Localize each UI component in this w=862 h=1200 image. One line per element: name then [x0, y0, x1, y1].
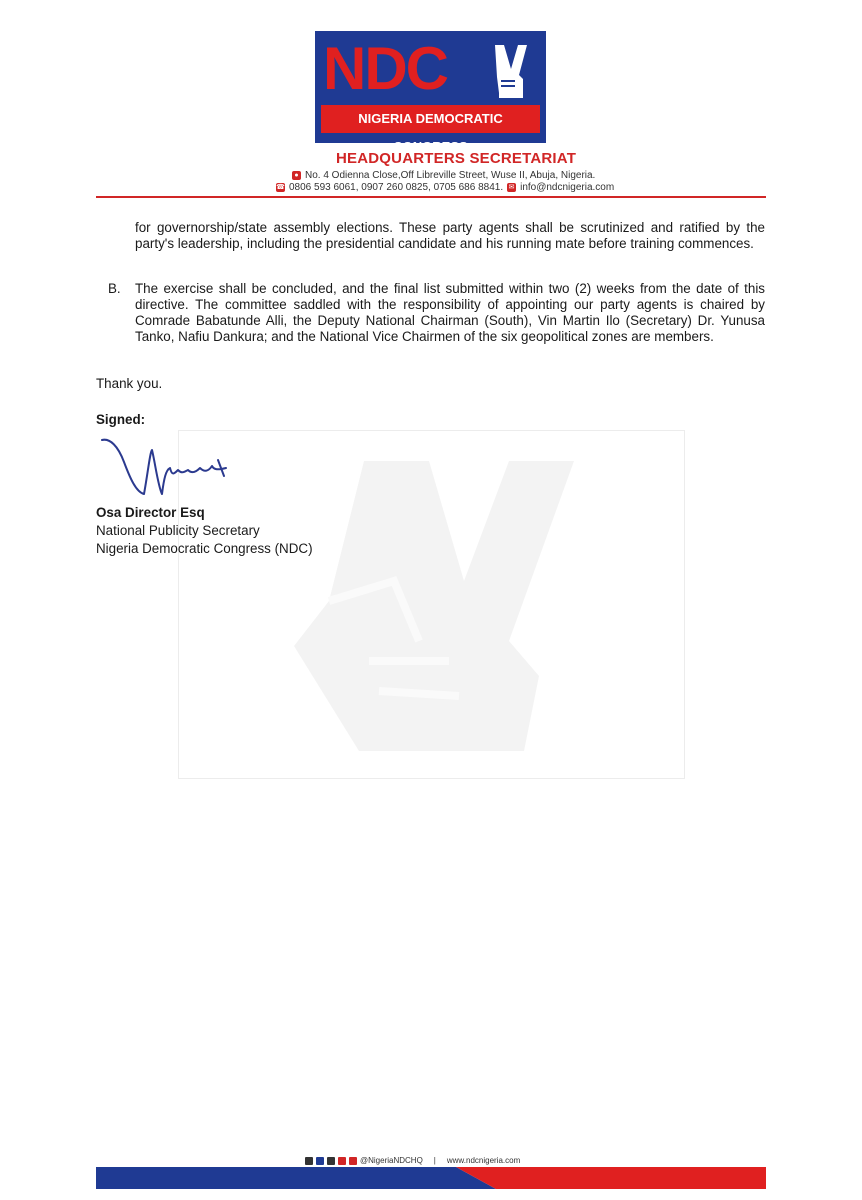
social-handle[interactable]: @NigeriaNDCHQ [360, 1156, 423, 1165]
logo-banner: NIGERIA DEMOCRATIC CONGRESS [321, 105, 540, 133]
phone-numbers: 0806 593 6061, 0907 260 0825, 0705 686 8841. [289, 182, 504, 193]
handwritten-signature [100, 432, 240, 502]
list-marker-b: B. [108, 281, 121, 296]
logo-wordmark: NDC [323, 35, 447, 102]
tiktok-icon [327, 1157, 335, 1165]
closing-text: Thank you. [96, 376, 163, 391]
address-text: No. 4 Odienna Close,Off Libreville Street, Wuse II, Abuja, Nigeria. [305, 170, 596, 181]
victory-hand-icon [485, 41, 537, 101]
email-icon: ✉ [508, 184, 515, 191]
signed-label: Signed: [96, 412, 146, 427]
footer-color-bar [96, 1167, 766, 1189]
signatory-org: Nigeria Democratic Congress (NDC) [96, 541, 313, 556]
phone-icon: ☎ [276, 184, 285, 191]
footer-social [305, 1156, 520, 1165]
email-text: info@ndcnigeria.com [520, 182, 615, 193]
header-divider [96, 196, 766, 198]
facebook-icon [316, 1157, 324, 1165]
hq-title: HEADQUARTERS SECRETARIAT [336, 150, 577, 167]
contact-line [276, 182, 614, 193]
address-line [292, 170, 595, 181]
ndc-logo [315, 31, 546, 154]
location-pin-icon: ● [292, 171, 301, 180]
signatory-title: National Publicity Secretary [96, 523, 260, 538]
list-item-b: The exercise shall be concluded, and the final list submitted within two (2) weeks from the date of this directive. The committee saddled with the responsibility of appointing our party agents is chaired by Comrade Babatunde Alli, the Deputy National Chairman (South), Vin Martin Ilo (Secretary) Dr. Yunusa Tanko, Nafiu Dankura; and the National Vice Chairmen of the six geopolitical zones are members. [135, 281, 765, 344]
instagram-icon [338, 1157, 346, 1165]
youtube-icon [349, 1157, 357, 1165]
continuation-paragraph: for governorship/state assembly elections. These party agents shall be scrutinized and ratified by the party's leadership, including the presidential candidate and his running mate before training commences. [135, 220, 765, 251]
watermark [178, 430, 685, 779]
footer-separator: | [433, 1156, 436, 1165]
x-icon [305, 1157, 313, 1165]
footer-website[interactable]: www.ndcnigeria.com [446, 1156, 521, 1165]
signatory-name: Osa Director Esq [96, 505, 205, 520]
watermark-hand-icon [179, 431, 684, 778]
